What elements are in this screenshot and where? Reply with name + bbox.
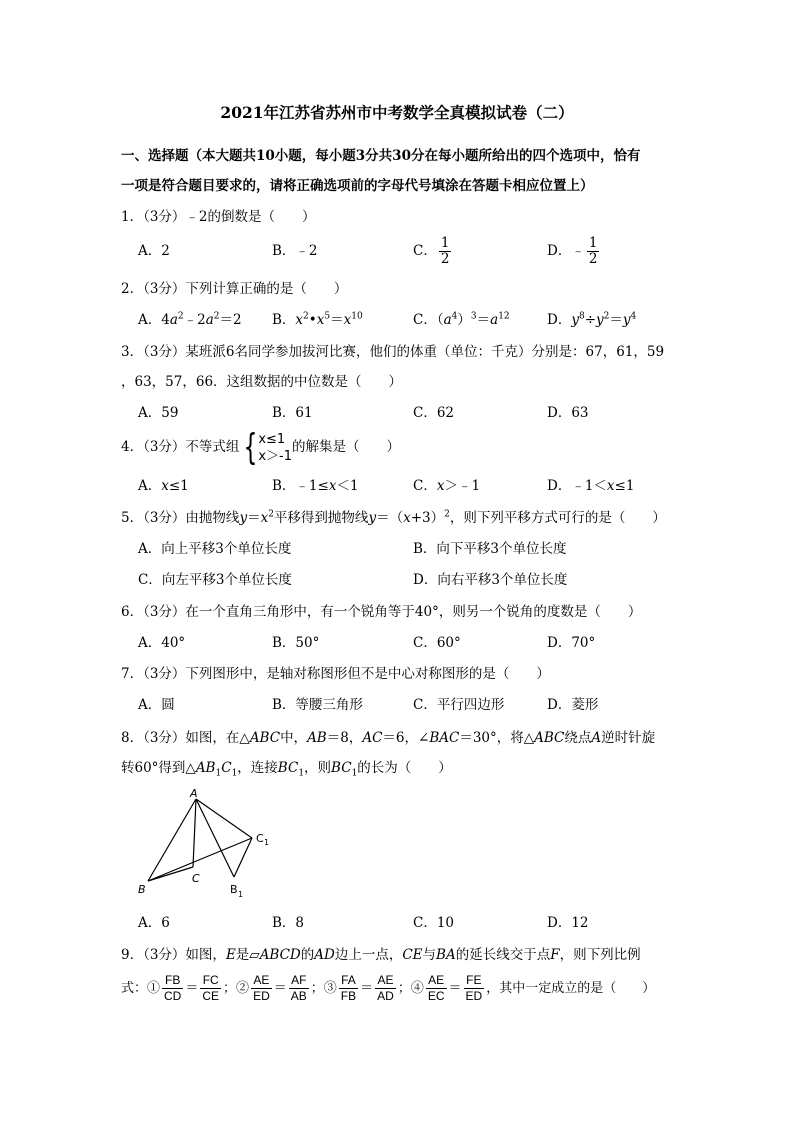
q4-option-d: D．﹣1＜x≤1: [547, 478, 635, 494]
q1-option-a: A．2: [138, 243, 170, 259]
question-1-stem: 1．（3分）﹣2的倒数是（ ）: [121, 209, 316, 225]
label-B: B: [138, 883, 146, 896]
question-4-stem: 4．（3分）不等式组 { x≤1 x＞-1 的解集是（ ）: [121, 426, 400, 468]
section-heading-line1: 一、选择题（本大题共10小题，每小题3分共30分在每小题所给出的四个选项中，恰有: [121, 148, 641, 164]
q8-option-c: C．10: [413, 915, 455, 931]
question-6-stem: 6．（3分）在一个直角三角形中，有一个锐角等于40°，则另一个锐角的度数是（ ）: [121, 604, 642, 620]
q3-option-c: C．62: [413, 405, 455, 421]
q2-option-c: C．$(a^4)^3=a^{12}$: [413, 311, 510, 328]
q5-option-c: C．向左平移3个单位长度: [138, 572, 292, 588]
q6-option-a: A．40°: [138, 635, 186, 651]
q3-option-d: D．63: [547, 405, 589, 421]
segment-BC1: [148, 838, 252, 881]
q4-option-b: B．﹣1≤x＜1: [272, 478, 359, 494]
question-2-stem: 2．（3分）下列计算正确的是（ ）: [121, 281, 348, 297]
segment-AC1: [196, 799, 252, 838]
q5-option-a: A．向上平移3个单位长度: [138, 541, 292, 557]
q8-option-d: D．12: [547, 915, 589, 931]
q2-option-a: A．$4a^2﹣2a^2=2$: [138, 311, 242, 328]
question-8-stem-line2: 转60°得到$\triangle AB_1C_1$，连接$BC_1$，则$BC_1$的长为（ ）: [121, 760, 452, 779]
q7-option-d: D．菱形: [547, 697, 599, 713]
segment-AC: [193, 799, 196, 867]
label-C1: C: [256, 832, 264, 845]
q8-option-a: A．6: [138, 915, 170, 931]
q7-option-b: B．等腰三角形: [272, 697, 363, 713]
page-title: 2021年江苏省苏州市中考数学全真模拟试卷（二）: [220, 103, 574, 122]
q6-option-d: D．70°: [547, 635, 596, 651]
question-5-stem: 5．（3分）由抛物线$y=x^2$平移得到抛物线$y=(x+3)^2$，则下列平移方式可行的是（ ）: [121, 509, 666, 526]
question-9-stem-line1: 9．（3分）如图，E是▱ABCD的AD边上一点，CE与BA的延长线交于点F，则下列比例: [121, 947, 641, 963]
inequality-system: { x≤1 x＞-1: [244, 426, 292, 468]
q5-option-d: D．向右平移3个单位长度: [413, 572, 568, 588]
q2-option-d: D．$y^8\div y^2=y^4$: [547, 311, 637, 328]
question-8-stem-line1: 8．（3分）如图，在△ABC中，AB＝8，AC＝6，∠BAC＝30°，将△ABC绕点A逆时针旋: [121, 730, 656, 746]
q7-option-a: A．圆: [138, 697, 175, 713]
label-B1-sub: 1: [238, 890, 244, 899]
label-C1-sub: 1: [264, 838, 270, 847]
segment-AB1: [196, 799, 234, 877]
q5-option-b: B．向下平移3个单位长度: [413, 541, 567, 557]
q7-option-c: C．平行四边形: [413, 697, 505, 713]
question-7-stem: 7．（3分）下列图形中，是轴对称图形但不是中心对称图形的是（ ）: [121, 666, 550, 682]
q3-option-a: A．59: [138, 405, 179, 421]
rotation-triangle-figure: [130, 785, 280, 905]
q3-option-b: B．61: [272, 405, 313, 421]
q1-option-c: C． $\frac{1}{2}$: [413, 235, 450, 267]
q8-option-b: B．8: [272, 915, 305, 931]
label-B1: B: [230, 883, 238, 896]
q4-option-a: A．x≤1: [138, 478, 189, 494]
question-9-stem-line2: 式：① $\frac{FB}{CD}$ ＝ $\frac{FC}{CE}$ ；② $\frac{AE}{ED}$ ＝ $\frac{AF}{AB}$ ；③ $\frac{FA}{FB}$ ＝ $\frac{AE}{AD}$ ；④ $\frac{AE}{EC}$ ＝ $\frac{FE}{ED}$ ，其中一定成立的是（ ）: [121, 973, 656, 1003]
q2-option-b: B．$x^2•x^5=x^{10}$: [272, 311, 363, 328]
label-C: C: [192, 872, 200, 885]
section-heading-line2: 一项是符合题目要求的，请将正确选项前的字母代号填涂在答题卡相应位置上）: [121, 178, 594, 194]
q6-option-c: C．60°: [413, 635, 461, 651]
label-A: A: [190, 787, 198, 800]
q4-option-c: C．x＞﹣1: [413, 478, 481, 494]
question-3-stem-line2: ，63，57，66．这组数据的中位数是（ ）: [121, 374, 403, 390]
q6-option-b: B．50°: [272, 635, 320, 651]
question-3-stem-line1: 3．（3分）某班派6名同学参加拔河比赛，他们的体重（单位：千克）分别是：67，61，59: [121, 344, 665, 360]
q1-option-d: D．﹣ $\frac{1}{2}$: [547, 235, 598, 267]
q1-option-b: B．﹣2: [272, 243, 318, 259]
